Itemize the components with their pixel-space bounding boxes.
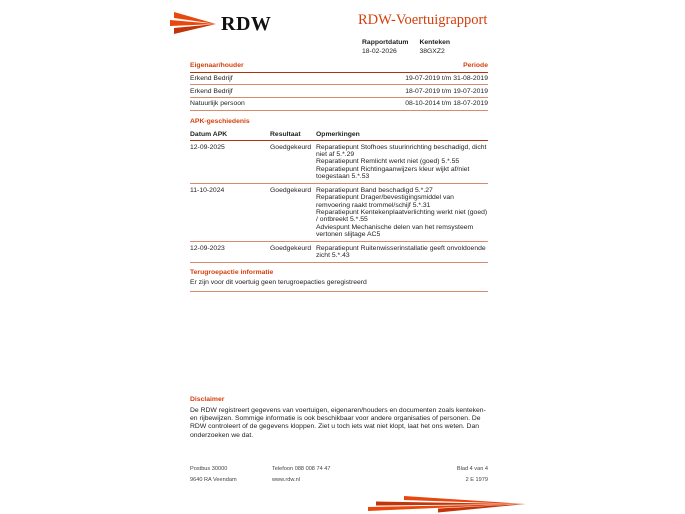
apk-result: Goedgekeurd (270, 244, 312, 252)
apk-date: 11-10-2024 (190, 186, 225, 194)
owner-row (190, 98, 488, 111)
apk-row (190, 184, 488, 242)
owner-row (190, 73, 488, 86)
apk-row (190, 242, 488, 263)
apk-remarks (316, 187, 488, 239)
apk-date: 12-09-2025 (190, 143, 225, 151)
owner-name: Natuurlijk persoon (190, 100, 245, 108)
page-footer (190, 466, 488, 487)
apk-remark: Reparatiepunt Band beschadigd 5.*.27 (316, 186, 433, 194)
apk-row (190, 141, 488, 184)
apk-remark: Reparatiepunt Drager/bevestigingsmiddel van remvoering raakt trommel/schijf 5.*.31 (316, 194, 454, 209)
footer-address (190, 466, 272, 487)
apk-remark: Reparatiepunt Richtingaanwijzers kleur wijkt af/niet toegestaan 5.*.53 (316, 165, 470, 181)
apk-remarks (316, 245, 488, 260)
apk-col-date: Datum APK (190, 130, 228, 138)
owner-name: Erkend Bedrijf (190, 87, 233, 95)
report-meta (362, 39, 450, 56)
apk-col-remarks: Opmerkingen (316, 130, 360, 138)
rdw-brand (170, 11, 271, 37)
footer-city: 9640 RA Veendam (190, 476, 237, 483)
recall-section (190, 269, 488, 292)
footer-form-code: 2 E 1979 (465, 476, 488, 483)
rdw-flag-large-icon (368, 495, 526, 513)
license-plate-label: Kenteken (419, 39, 451, 46)
apk-result: Goedgekeurd (270, 143, 312, 151)
report-date-label: Rapportdatum (362, 39, 409, 46)
owner-section (190, 62, 488, 111)
rdw-logo-text: RDW (221, 12, 272, 35)
apk-remark: Adviespunt Mechanische delen van het remsysteem vertonen slijtage AC5 (316, 223, 474, 239)
owner-name: Erkend Bedrijf (190, 74, 233, 82)
owner-period: 18-07-2019 t/m 19-07-2019 (405, 87, 488, 95)
footer-website: www.rdw.nl (272, 476, 300, 483)
apk-remark: Reparatiepunt Remlicht werkt niet (goed) 5.*.55 (316, 158, 460, 166)
apk-remarks (316, 144, 488, 181)
report-date-block (362, 39, 408, 56)
period-column-title: Periode (463, 62, 488, 69)
apk-col-result: Resultaat (270, 130, 301, 138)
apk-section-title: APK-geschiedenis (190, 118, 250, 125)
rdw-flag-icon (170, 11, 216, 37)
recall-section-title: Terugroepactie informatie (190, 269, 274, 276)
disclaimer-section (190, 396, 488, 440)
apk-history-section (190, 118, 488, 263)
footer-phone: Telefoon 088 008 74 47 (272, 466, 331, 472)
owner-table-header (190, 62, 488, 73)
footer-postbus: Postbus 30000 (190, 466, 228, 472)
owner-row (190, 85, 488, 98)
footer-page-number: Blad 4 van 4 (456, 466, 488, 472)
owner-period: 19-07-2019 t/m 31-08-2019 (405, 74, 488, 82)
apk-remark: Reparatiepunt Kentekenplaatverlichting werkt niet (goed) / ontbreekt 5.*.55 (316, 209, 488, 224)
footer-contact (272, 466, 457, 487)
apk-remark: Reparatiepunt Stofhoes stuurinrichting beschadigd, dicht niet af 5.*.29 (316, 143, 487, 158)
footer-page-info (457, 466, 488, 487)
apk-remark: Reparatiepunt Ruitenwisserinstallatie geeft onvoldoende zicht 5.*.43 (316, 244, 486, 260)
license-plate-value: 38GXZ2 (419, 48, 445, 55)
license-plate-block (419, 39, 450, 56)
disclaimer-text: De RDW registreert gegevens van voertuigen, eigenaren/houders en documenten zoals kenteken- en rijbewijzen. Sommige informatie is ook beschikbaar voor andere organisaties of personen. De RDW controleert of de gegevens kloppen. Ziet u toch iets wat niet klopt, laat het ons weten. Dan onderzoeken we dat. (190, 406, 486, 439)
report-date-value: 18-02-2026 (362, 48, 397, 55)
report-title: RDW-Voertuigrapport (358, 12, 488, 28)
disclaimer-title: Disclaimer (190, 396, 225, 403)
apk-table-header (190, 129, 488, 142)
owner-period: 08-10-2014 t/m 18-07-2019 (405, 100, 488, 108)
apk-result: Goedgekeurd (270, 186, 312, 194)
apk-date: 12-09-2023 (190, 244, 225, 252)
owner-section-title: Eigenaar/houder (190, 62, 244, 69)
recall-text: Er zijn voor dit voertuig geen terugroepacties geregistreerd (190, 279, 488, 293)
